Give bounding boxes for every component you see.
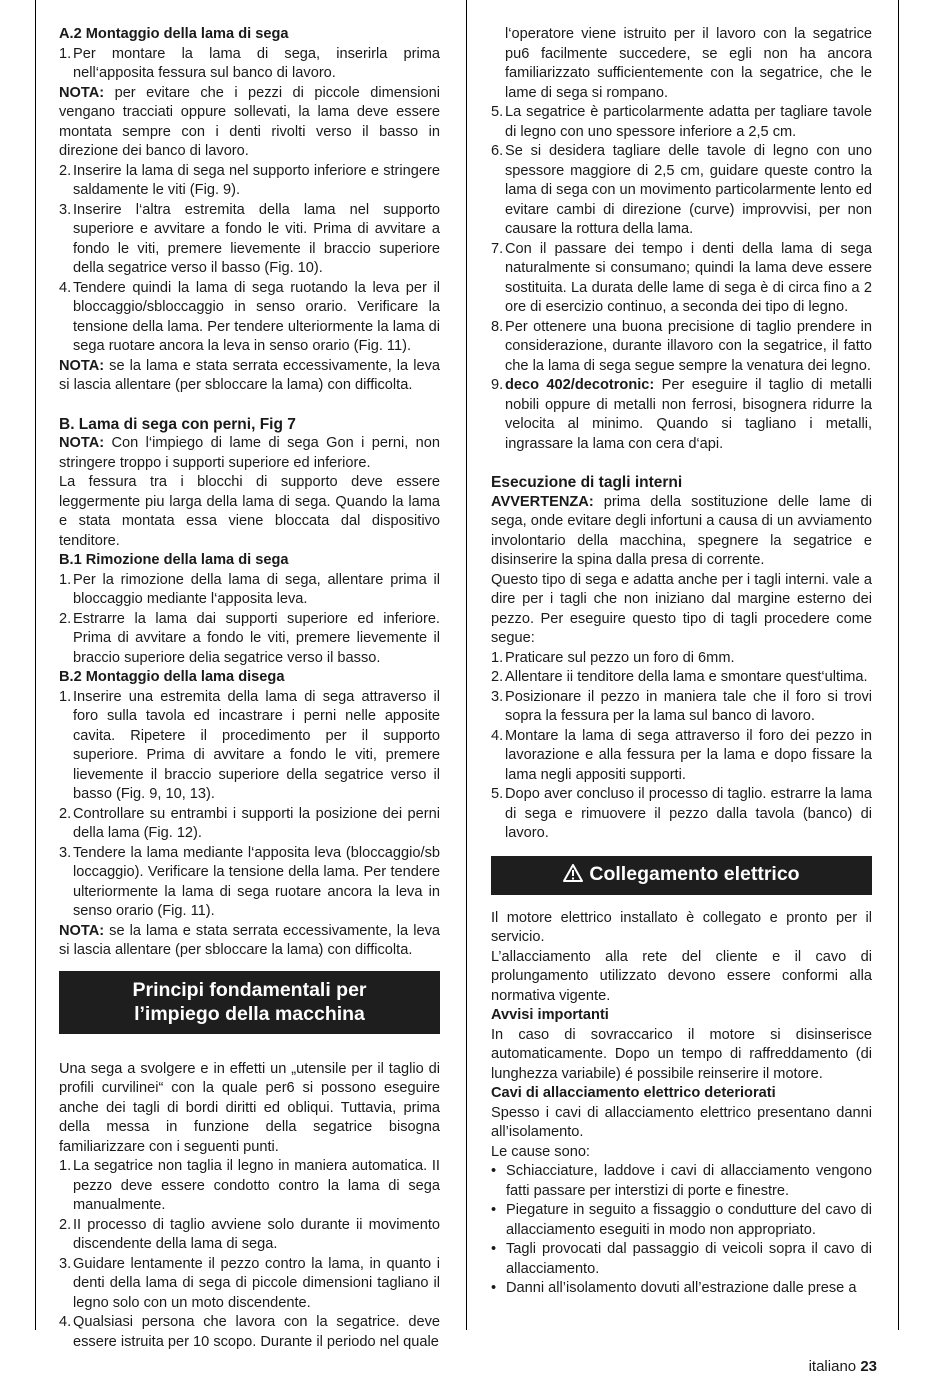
section-cavi-title: Cavi di allacciamento elettrico deteriorati — [491, 1085, 776, 1101]
section-a2-title: A.2 Montaggio della lama di sega — [59, 26, 289, 42]
list-item: 1. Per la rimozione della lama di sega, allentare prima il bloccaggio mediante l‘apposita leva. — [59, 571, 440, 607]
right-column — [491, 25, 872, 1299]
list-item: 4. Qualsiasi persona che lavora con la segatrice. deve essere istruita per 10 scopo. Durante il periodo nel quale — [59, 1314, 440, 1350]
box-title: Collegamento elettrico — [589, 862, 800, 885]
bullet-item: • Tagli provocati dal passaggio di veicoli sopra il cavo di allacciamento. — [491, 1241, 872, 1277]
section-header-box — [59, 971, 440, 1034]
list-item: 9. deco 402/decotronic: Per eseguire il taglio di metalli nobili oppure di metalli non ferrosi, bisognera ridurre la velocita al minimo. Quando si tagliano i metalli, ingrassare la lama con cera d‘api. — [491, 377, 872, 452]
list-item: 5. Dopo aver concluso il processo di taglio. estrarre la lama di sega e rimuovere il pezzo dalla tavola (banco) di lavoro. — [491, 786, 872, 841]
bullet-item: • Piegature in seguito a fissaggio o condutture del cavo di allacciamento eseguiti in modo non appropriato. — [491, 1202, 872, 1238]
list-item: 6. Se si desidera tagliare delle tavole di legno con uno spessore maggiore di 2,5 cm, guidare queste contro la lama di sega con un movimento particolarmente lento ed evitare cambi di direzione (curve) improvvisi, per non causare la rottura della lama. — [491, 143, 872, 237]
list-item: 1. Per montare la lama di sega, inserirla prima nell‘apposita fessura sul banco di lavoro. — [59, 45, 440, 81]
list-item: 5. La segatrice è particolarmente adatta per tagliare tavole di legno con uno spessore inferiore a 2,5 cm. — [491, 104, 872, 140]
box-title-line: Principi fondamentali per — [132, 978, 367, 1001]
footer-language: italiano — [808, 1358, 857, 1375]
list-item: 1. Praticare sul pezzo un foro di 6mm. — [491, 649, 735, 666]
section-avvisi-title: Avvisi importanti — [491, 1007, 609, 1023]
section-header-box — [491, 856, 872, 895]
page-number: 23 — [860, 1358, 877, 1375]
box-title-line: l’impiego della macchina — [134, 1002, 365, 1025]
list-item: 3. Posizionare il pezzo in maniera tale che il foro si trovi sopra la fessura per la lama sul banco di lavoro. — [491, 688, 872, 724]
warning-paragraph: AVVERTENZA: prima della sostituzione delle lame di sega, onde evitare degli infortuni a causa di un avviamento involontario della macchina, spegnere la segatrice e disinserire la spina dalla presa di corrente. — [491, 493, 872, 568]
list-item: 4. Montare la lama di sega attraverso il foro dei pezzo in lavorazione e alla fessura per la lama e dopo fissare la lama negli appositi supporti. — [491, 727, 872, 783]
list-item: 8. Per ottenere una buona precisione di taglio prendere in considerazione, durante illavoro con la segatrice, il fatto che la lama di sega segue sempre la venatura dei legno. — [491, 318, 872, 374]
bullet-item: • Schiacciature, laddove i cavi di allacciamento vengono fatti passare per interstizi di porte e finestre. — [491, 1163, 872, 1199]
left-column — [59, 25, 440, 1352]
list-item: 3. Inserire l‘altra estremita della lama nel supporto superiore e avvitare a fondo le viti. Prima di avvitare a fondo le viti, premere lievemente il braccio superiore della segatrice verso il basso (Fig. 10). — [59, 201, 440, 276]
note-paragraph: NOTA: se la lama e stata serrata eccessivamente, la leva si lascia allentare (per sbloccare la lama) con difficolta. — [59, 357, 440, 393]
list-item: 7. Con il passare dei tempo i denti della lama di sega naturalmente si consumano; quindi la lama deve essere sostituita. La durata delle lame di sega è di circa fino a 2 ore di esercizio continuo, a seconda dei tipo di legno. — [491, 240, 872, 315]
paragraph: Il motore elettrico installato è collegato e pronto per il servicio. — [491, 909, 872, 945]
note-paragraph: NOTA: se la lama e stata serrata eccessivamente, la leva si lascia allentare (per sbloccare la lama) con difficolta. — [59, 922, 440, 958]
list-item: 2. Controllare su entrambi i supporti la posizione dei perni della lama (Fig. 12). — [59, 805, 440, 841]
section-b-title: B. Lama di sega con perni, Fig 7 — [59, 415, 296, 433]
section-esecuzione-title: Esecuzione di tagli interni — [491, 474, 683, 491]
note-paragraph: NOTA: per evitare che i pezzi di piccole dimensioni vengano tracciati oppure sollevati, la lama deve essere montata sempre con i denti rivolti verso il basso in direzione dei banco di lavoro. — [59, 84, 440, 159]
list-item: 1. Inserire una estremita della lama di sega attraverso il foro sulla tavola ed incastrare i perni nelle apposite cavita. Ripetere il procedimento per il supporto superiore. Prima di avvitare a fondo le viti, premere lievemente il braccio superiore della segatrice verso il basso (Fig. 9, 10, 13). — [59, 688, 440, 802]
list-item: 1. La segatrice non taglia il legno in maniera automatica. II pezzo deve essere condotto contro la lama di sega manualmente. — [59, 1158, 440, 1213]
warning-triangle-icon — [563, 864, 583, 888]
paragraph: In caso di sovraccarico il motore si disinserisce automaticamente. Dopo un tempo di raffreddamento (di lunghezza variabile) é possibile reinserire il motore. — [491, 1026, 872, 1082]
paragraph: Le cause sono: — [491, 1143, 590, 1160]
list-item: 2. II processo di taglio avviene solo durante ii movimento discendente della lama di sega. — [59, 1216, 440, 1252]
list-item: 2. Allentare ii tenditore della lama e smontare quest‘ultima. — [491, 669, 868, 685]
list-item: 3. Tendere la lama mediante l‘apposita leva (bloccaggio/sb loccaggio). Verificare la tensione della lama. Per tendere ulteriormente la lama di sega ruotare ancora la leva in senso orario (Fig. 11). — [59, 844, 440, 919]
section-b2-title: B.2 Montaggio della lama disega — [59, 669, 285, 685]
paragraph: L’allacciamento alla rete del cliente e il cavo di prolungamento utilizzato devono essere conformi alla normativa vigente. — [491, 948, 872, 1004]
center-column-rule — [466, 0, 467, 1330]
bullet-item: • Danni all’isolamento dovuti all’estrazione dalle prese a — [491, 1280, 857, 1296]
list-item: 4. Tendere quindi la lama di sega ruotando la leva per il bloccaggio/sbloccaggio in senso orario. Verificare la tensione della lama. Per tendere ulteriormente la lama di sega ruotare ancora la leva in senso orario (Fig. 11). — [59, 279, 440, 354]
left-margin-rule — [35, 0, 36, 1330]
note-paragraph: NOTA: Con l‘impiego di lame di sega Gon i perni, non stringere troppo i supporti superiore ed inferiore. — [59, 435, 440, 471]
list-item: 2. Inserire la lama di sega nel supporto inferiore e stringere saldamente le viti (Fig. 9). — [59, 162, 440, 198]
right-margin-rule — [898, 0, 899, 1330]
page-footer — [809, 1358, 877, 1375]
paragraph: Una sega a svolgere e in effetti un „utensile per il taglio di profili curvilinei“ con la quale per6 si possono eseguire anche dei tagli di bordi diritti ed obliqui. Tuttavia, prima della messa in funzione della segatrice bisogna familiarizzare con i seguenti punti. — [59, 1060, 440, 1155]
paragraph: La fessura tra i blocchi di supporto deve essere leggermente piu larga della lama di sega. Quando la lama e stata montata essa viene bloccata dal dispositivo tenditore. — [59, 474, 440, 549]
list-item: 3. Guidare lentamente il pezzo contro la lama, in quanto i denti della lama di sega di piccole dimensioni tagliano il legno solo con un moto discendente. — [59, 1255, 440, 1311]
list-item-continued: l‘operatore viene istruito per il lavoro con la segatrice pu6 facilmente succedere, se egli non ha ancora familiarizzato sufficientemente con la segatrice, che le lame di sega si rompano. — [505, 26, 872, 101]
paragraph: Questo tipo di sega e adatta anche per i tagli interni. vale a dire per i tagli che non iniziano dal margine esterno dei pezzo. Per eseguire questo tipo di tagli procedere come segue: — [491, 571, 872, 646]
list-item: 2. Estrarre la lama dai supporti superiore ed inferiore. Prima di avvitare a fondo le viti, premere lievemente il braccio superiore delia segatrice verso il basso. — [59, 610, 440, 666]
paragraph: Spesso i cavi di allacciamento elettrico presentano danni all’isolamento. — [491, 1104, 872, 1140]
section-b1-title: B.1 Rimozione della lama di sega — [59, 552, 289, 568]
